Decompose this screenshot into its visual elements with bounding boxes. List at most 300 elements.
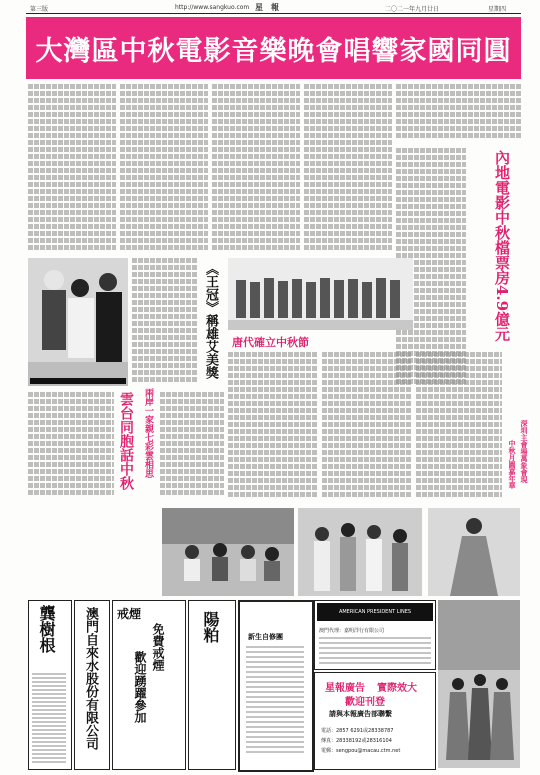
picnic-photo-art [162, 508, 294, 596]
text-line [120, 224, 208, 229]
ad-star-tel: 電話：2857 6291或28338787 [321, 728, 394, 734]
ad-apl-text [319, 637, 431, 665]
ad-newsletter-text [246, 646, 304, 756]
text-line [396, 337, 466, 342]
text-line [212, 112, 300, 117]
text-line [212, 217, 300, 222]
text-line [28, 455, 114, 460]
family-title-a: 兩岸一家親七彩雲相思 [143, 388, 153, 478]
text-line [228, 366, 318, 371]
text-line [416, 450, 502, 455]
ad-quit-sub2: 歡迎踴躍參加 [133, 651, 147, 723]
ad-quit-title: 戒煙 [117, 607, 142, 621]
article-column-7 [228, 352, 318, 502]
text-line [416, 457, 502, 462]
text-line [132, 258, 198, 263]
text-line [28, 448, 114, 453]
text-line [160, 462, 224, 467]
text-line [416, 429, 502, 434]
red-carpet-photo-art [428, 508, 520, 596]
text-line [28, 154, 116, 159]
text-line [396, 344, 466, 349]
text-line [304, 238, 392, 243]
text-line [322, 380, 412, 385]
celebrity-photo [28, 258, 128, 386]
text-line [160, 406, 224, 411]
picnic-photo [162, 508, 294, 596]
ad-yangbo-title: 陽粕 [201, 611, 220, 643]
text-line [28, 189, 116, 194]
text-line [396, 84, 521, 89]
performers-photo-art [438, 600, 520, 768]
text-line [28, 392, 114, 397]
text-line [228, 485, 318, 490]
performers-photo [438, 600, 520, 768]
celebrity-caption [30, 378, 126, 384]
text-line [212, 196, 300, 201]
text-line [322, 471, 412, 476]
text-line [28, 133, 116, 138]
text-line [304, 224, 392, 229]
text-line [160, 469, 224, 474]
text-line [416, 366, 502, 371]
crown-title-suffix: 稱雄艾美獎 [203, 314, 218, 379]
text-line [120, 161, 208, 166]
text-line [212, 147, 300, 152]
text-line [416, 464, 502, 469]
text-line [212, 231, 300, 236]
text-line [132, 349, 198, 354]
text-line [212, 161, 300, 166]
text-line [396, 232, 466, 237]
text-line [228, 394, 318, 399]
text-line [322, 478, 412, 483]
text-line [160, 392, 224, 397]
text-line [228, 457, 318, 462]
text-line [28, 406, 114, 411]
text-line [228, 492, 318, 497]
text-line [28, 119, 116, 124]
ad-star-news [314, 672, 436, 770]
text-line [120, 126, 208, 131]
article-column-9 [132, 258, 198, 388]
ad-newsletter-title: 新生自修團 [248, 632, 283, 641]
text-line [396, 197, 466, 202]
box-office-number: 4.9億元 [493, 285, 511, 342]
stage-photo-art [298, 508, 422, 596]
text-line [160, 441, 224, 446]
text-line [228, 429, 318, 434]
text-line [132, 377, 198, 382]
text-line [396, 133, 521, 138]
text-line [304, 98, 392, 103]
text-line [160, 413, 224, 418]
text-line [304, 119, 392, 124]
sub-title-b: 中秋月圓嘉年華 [508, 440, 517, 489]
text-line [304, 203, 392, 208]
text-line [132, 321, 198, 326]
text-line [120, 98, 208, 103]
text-line [120, 238, 208, 243]
group-photo-art [228, 258, 413, 330]
text-line [322, 373, 412, 378]
text-line [28, 196, 116, 201]
text-line [28, 490, 114, 495]
text-line [212, 140, 300, 145]
text-line [304, 161, 392, 166]
text-line [212, 91, 300, 96]
text-line [322, 408, 412, 413]
text-line [304, 154, 392, 159]
stage-photo [298, 508, 422, 596]
text-line [212, 154, 300, 159]
text-line [212, 98, 300, 103]
text-line [322, 429, 412, 434]
text-line [212, 126, 300, 131]
text-line [132, 363, 198, 368]
text-line [396, 211, 466, 216]
ad-apl [314, 600, 436, 670]
text-line [28, 420, 114, 425]
text-line [28, 161, 116, 166]
text-line [304, 245, 392, 250]
text-line [28, 112, 116, 117]
text-line [396, 91, 521, 96]
ad-gong-shugen [28, 600, 72, 770]
red-carpet-photo [428, 508, 520, 596]
text-line [28, 441, 114, 446]
text-line [212, 133, 300, 138]
main-headline: 大灣區中秋電影音樂晚會唱響家國同圓 [26, 17, 521, 79]
text-line [416, 387, 502, 392]
text-line [120, 245, 208, 250]
crown-title [203, 262, 218, 379]
text-line [322, 415, 412, 420]
text-line [416, 352, 502, 357]
article-column-12 [416, 352, 502, 502]
text-line [120, 189, 208, 194]
article-column-3 [212, 84, 300, 254]
text-line [212, 119, 300, 124]
text-line [322, 422, 412, 427]
text-line [28, 182, 116, 187]
text-line [228, 464, 318, 469]
text-line [322, 436, 412, 441]
page-label: 第三版 [30, 6, 49, 13]
text-line [304, 91, 392, 96]
text-line [322, 443, 412, 448]
ad-water-name: 澳門自來水股份有限公司 [83, 607, 98, 750]
text-line [228, 408, 318, 413]
text-line [132, 272, 198, 277]
ad-star-2: 實際效大 [377, 683, 417, 694]
text-line [396, 246, 466, 251]
text-line [120, 203, 208, 208]
text-line [304, 133, 392, 138]
text-line [28, 399, 114, 404]
text-line [160, 434, 224, 439]
text-line [120, 196, 208, 201]
text-line [120, 168, 208, 173]
text-line [228, 422, 318, 427]
text-line [28, 175, 116, 180]
text-line [120, 182, 208, 187]
article-column-4 [304, 84, 392, 254]
text-line [132, 286, 198, 291]
text-line [416, 359, 502, 364]
text-line [304, 231, 392, 236]
text-line [120, 231, 208, 236]
text-line [304, 112, 392, 117]
site-url: http://www.sangkuo.com [175, 4, 250, 11]
article-column-2 [120, 84, 208, 254]
ad-apl-agent: 澳門代理：嘉明洋行有限公司 [319, 628, 385, 634]
text-line [28, 476, 114, 481]
text-line [322, 352, 412, 357]
text-line [396, 112, 521, 117]
text-line [132, 314, 198, 319]
text-line [28, 217, 116, 222]
ad-star-email: 電郵：sengpou@macau.ctm.net [321, 748, 401, 754]
ad-star-1: 星報廣告 [325, 683, 365, 694]
text-line [132, 342, 198, 347]
text-line [304, 182, 392, 187]
text-line [396, 119, 521, 124]
article-column-8 [322, 352, 412, 502]
text-line [120, 140, 208, 145]
text-line [28, 231, 116, 236]
text-line [416, 478, 502, 483]
text-line [304, 126, 392, 131]
text-line [322, 464, 412, 469]
paper-name: 星 報 [255, 3, 279, 12]
text-line [120, 147, 208, 152]
text-line [160, 399, 224, 404]
text-line [304, 140, 392, 145]
text-line [396, 190, 466, 195]
text-line [132, 356, 198, 361]
ad-star-fax: 傳真：28338192或28316104 [321, 738, 392, 744]
text-line [28, 147, 116, 152]
text-line [28, 434, 114, 439]
page-header [0, 0, 540, 14]
text-line [396, 183, 466, 188]
text-line [132, 307, 198, 312]
text-line [28, 413, 114, 418]
text-line [322, 394, 412, 399]
text-line [160, 427, 224, 432]
article-column-10 [28, 392, 114, 502]
issue-date: 二〇二一年九月廿日 [385, 6, 440, 13]
article-column-11 [160, 392, 224, 502]
text-line [28, 168, 116, 173]
text-line [160, 448, 224, 453]
text-line [212, 189, 300, 194]
text-line [396, 148, 466, 153]
text-line [212, 105, 300, 110]
header-rule [26, 13, 521, 14]
article-column-5 [396, 84, 521, 144]
text-line [416, 471, 502, 476]
sub-title-a: 深圳主會場萬象會現 [520, 420, 529, 483]
ad-star-4: 請與本報廣告部聯繫 [329, 709, 392, 718]
text-line [304, 196, 392, 201]
text-line [416, 380, 502, 385]
text-line [28, 91, 116, 96]
text-line [396, 126, 521, 131]
text-line [28, 238, 116, 243]
text-line [228, 387, 318, 392]
text-line [228, 471, 318, 476]
text-line [212, 245, 300, 250]
text-line [132, 328, 198, 333]
text-line [212, 224, 300, 229]
text-line [28, 427, 114, 432]
text-line [212, 182, 300, 187]
text-line [416, 401, 502, 406]
text-line [120, 91, 208, 96]
text-line [28, 483, 114, 488]
text-line [322, 485, 412, 490]
text-line [28, 98, 116, 103]
text-line [228, 415, 318, 420]
text-line [160, 483, 224, 488]
text-line [160, 455, 224, 460]
article-column-1 [28, 84, 116, 254]
text-line [132, 300, 198, 305]
text-line [132, 279, 198, 284]
text-line [28, 469, 114, 474]
text-line [396, 225, 466, 230]
text-line [304, 105, 392, 110]
group-photo [228, 258, 413, 330]
ad-quit-sub: 免費戒煙 [151, 623, 165, 671]
text-line [228, 352, 318, 357]
text-line [132, 265, 198, 270]
ad-quit-smoking [112, 600, 186, 770]
text-line [416, 436, 502, 441]
text-line [228, 436, 318, 441]
text-line [416, 373, 502, 378]
text-line [416, 408, 502, 413]
text-line [304, 217, 392, 222]
text-line [120, 175, 208, 180]
text-line [228, 373, 318, 378]
text-line [304, 168, 392, 173]
text-line [120, 105, 208, 110]
crown-title-text: 《王冠》 [203, 262, 218, 314]
text-line [322, 387, 412, 392]
text-line [304, 84, 392, 89]
text-line [212, 84, 300, 89]
text-line [416, 422, 502, 427]
text-line [160, 420, 224, 425]
ad-yangbo [188, 600, 236, 770]
text-line [28, 140, 116, 145]
text-line [396, 162, 466, 167]
text-line [212, 203, 300, 208]
family-title-b: 雲台同胞話中秋 [118, 392, 134, 490]
text-line [160, 476, 224, 481]
box-office-title-text: 內地電影中秋檔票房 [493, 150, 511, 285]
text-line [160, 490, 224, 495]
text-line [322, 492, 412, 497]
text-line [132, 370, 198, 375]
ad-newsletter [238, 600, 314, 772]
text-line [304, 189, 392, 194]
ad-star-3: 歡迎刊登 [345, 697, 385, 708]
text-line [416, 443, 502, 448]
text-line [396, 239, 466, 244]
text-line [120, 217, 208, 222]
text-line [120, 112, 208, 117]
text-line [120, 133, 208, 138]
text-line [396, 218, 466, 223]
text-line [322, 450, 412, 455]
text-line [212, 175, 300, 180]
text-line [396, 98, 521, 103]
text-line [228, 450, 318, 455]
text-line [396, 176, 466, 181]
text-line [416, 485, 502, 490]
celebrity-photo-art [28, 258, 128, 386]
text-line [416, 394, 502, 399]
text-line [228, 359, 318, 364]
text-line [396, 155, 466, 160]
text-line [322, 457, 412, 462]
text-line [28, 462, 114, 467]
text-line [304, 210, 392, 215]
text-line [28, 224, 116, 229]
text-line [120, 210, 208, 215]
text-line [120, 84, 208, 89]
text-line [228, 478, 318, 483]
ad-apl-banner: AMERICAN PRESIDENT LINES [317, 603, 433, 621]
text-line [416, 492, 502, 497]
text-line [120, 119, 208, 124]
text-line [28, 126, 116, 131]
text-line [120, 154, 208, 159]
text-line [28, 245, 116, 250]
text-line [322, 401, 412, 406]
text-line [396, 169, 466, 174]
text-line [416, 415, 502, 420]
text-line [304, 175, 392, 180]
text-line [28, 105, 116, 110]
text-line [212, 210, 300, 215]
ad-gong-text [32, 673, 66, 763]
text-line [132, 293, 198, 298]
text-line [28, 210, 116, 215]
weekday: 星期四 [488, 6, 507, 13]
text-line [396, 330, 466, 335]
text-line [304, 147, 392, 152]
text-line [132, 335, 198, 340]
box-office-title [493, 150, 510, 341]
text-line [228, 380, 318, 385]
text-line [212, 168, 300, 173]
text-line [396, 204, 466, 209]
text-line [28, 84, 116, 89]
text-line [396, 105, 521, 110]
text-line [28, 203, 116, 208]
text-line [322, 366, 412, 371]
ad-gong-brand: 龔樹根 [37, 605, 56, 653]
text-line [212, 238, 300, 243]
text-line [228, 401, 318, 406]
tang-headline: 唐代確立中秋節 [232, 336, 309, 349]
text-line [322, 359, 412, 364]
